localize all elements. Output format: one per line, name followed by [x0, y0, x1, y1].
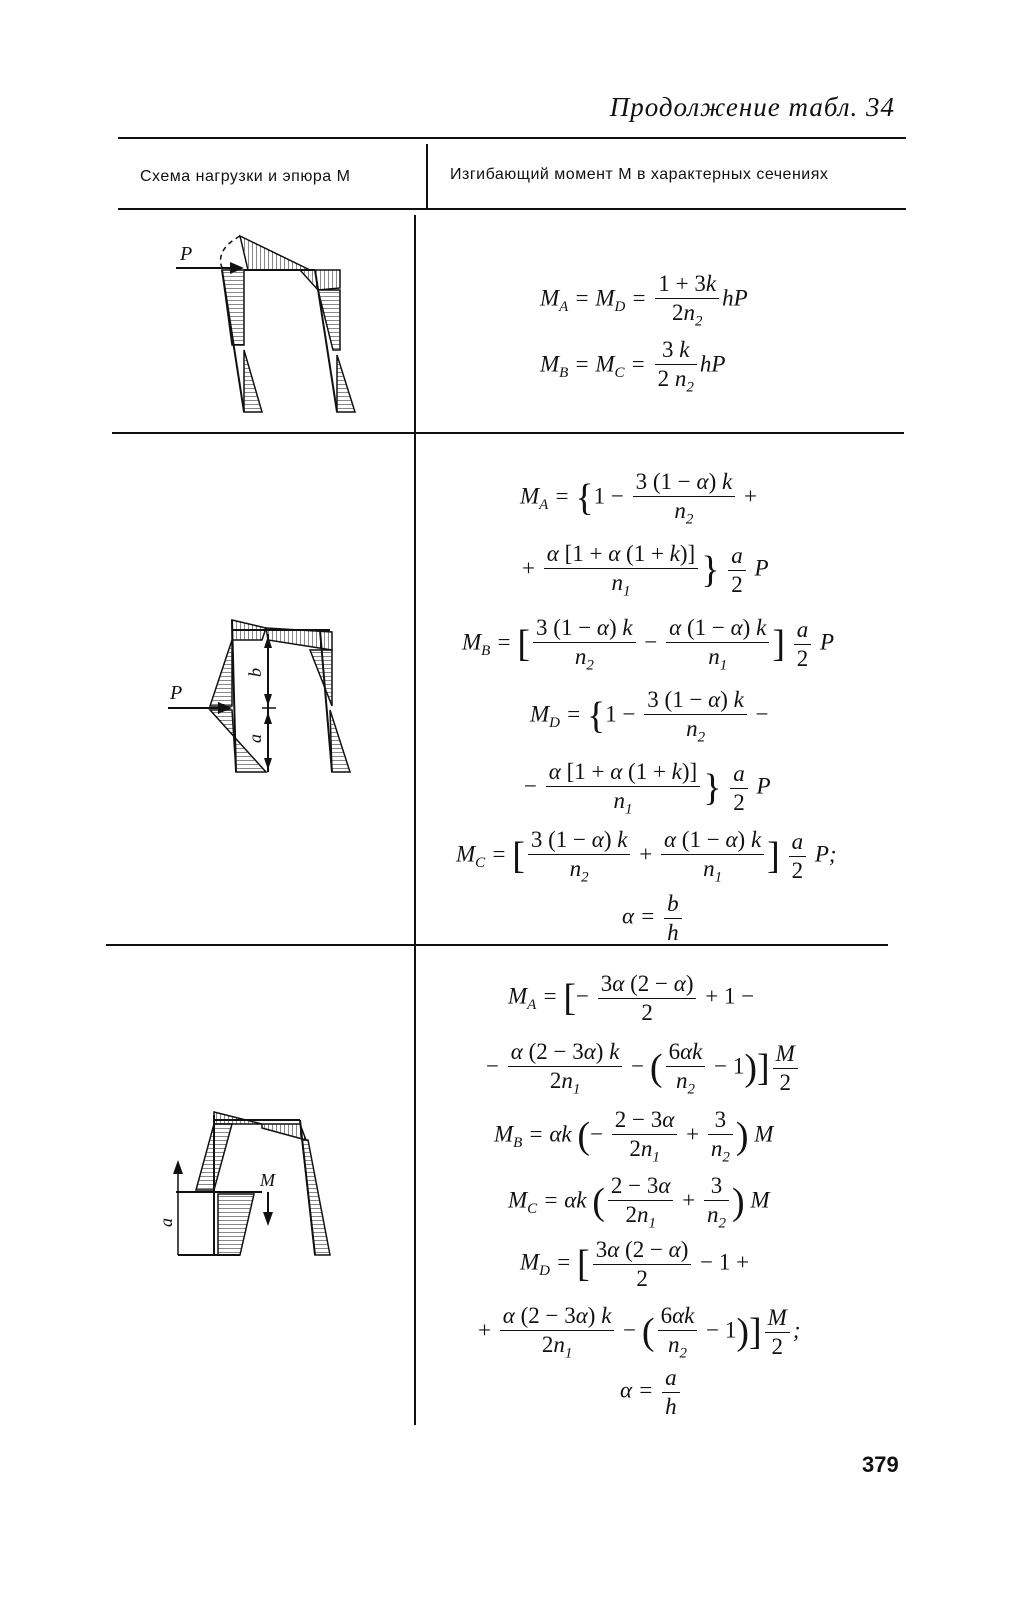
row2-formula-ma-line1: $M_A = \{1$ − $\frac{3 (1 - \alpha) k}{n_2}$ + — [520, 469, 757, 528]
row2-formula-alpha: α = $\frac{b}{h}$ — [622, 890, 685, 946]
row3-moment-label: M — [260, 1170, 275, 1190]
row2-formula-mb: $M_B$ = [ $\frac{3 (1 - \alpha) k}{n_2}$ − $\frac{\alpha (1 - \alpha) k}{n_1}$ ] $\frac{a}{2}$ P — [462, 615, 835, 674]
row2-formula-md-line2: − $\frac{\alpha [1 + \alpha (1 + k)]}{n_1}$ } $\frac{a}{2}$ P — [524, 759, 771, 818]
row2-dim-a-label: a — [245, 734, 265, 743]
row1-formula-ma-md: $M_A = M_D$ = $\frac{1 + 3k}{2n_2}$ hP — [540, 271, 748, 330]
page-number: 379 — [862, 1452, 899, 1477]
row2-dim-b-label: b — [245, 668, 265, 677]
row2-formula-ma-line2: + $\frac{\alpha [1 + \alpha (1 + k)]}{n_1}$ } $\frac{a}{2}$ P — [522, 541, 769, 600]
row2-formula-md-line1: $M_D = \{1$ − $\frac{3 (1 - \alpha) k}{n_2}$ − — [530, 687, 769, 746]
row2-formula-mc: $M_C$ = [ $\frac{3 (1 - \alpha) k}{n_2}$ + $\frac{\alpha (1 - \alpha) k}{n_1}$ ] $\frac{a}{2}$ P; — [456, 827, 837, 886]
row3-formula-ma-line1: $M_A$ = [− $\frac{3\alpha (2 - \alpha)}{2}$ + 1 − — [508, 971, 755, 1025]
row1-load-label: P — [180, 243, 193, 265]
row3-formula-md-line2: + $\frac{\alpha (2 - 3\alpha) k}{2n_1}$ − ( $\frac{6\alpha k}{n_2}$ − 1)] $\frac{M}{2}$ ; — [478, 1303, 801, 1362]
row3-formula-ma-line2: − $\frac{\alpha (2 - 3\alpha) k}{2n_1}$ − ( $\frac{6\alpha k}{n_2}$ − 1)] $\frac{M}{2}$ — [486, 1038, 801, 1098]
row3-dim-a-label: a — [156, 1218, 176, 1227]
row3-formula-mb: $M_B = \alpha k$ (− $\frac{2 - 3\alpha}{2n_1}$ + $\frac{3}{n_2}$ ) M — [494, 1107, 774, 1166]
row3-formula-md-line1: $M_D$ = [ $\frac{3\alpha (2 - \alpha)}{2}$ − 1 + — [520, 1237, 750, 1291]
row2-load-label: P — [170, 682, 183, 704]
row3-formula-mc: $M_C = \alpha k$ ( $\frac{2 - 3\alpha}{2n_1}$ + $\frac{3}{n_2}$ ) M — [508, 1173, 770, 1232]
row3-formula-alpha: α = $\frac{a}{h}$ — [620, 1364, 683, 1420]
column-header-moment: Изгибающий момент M в характерных сечениях — [450, 166, 829, 183]
column-header-scheme: Схема нагрузки и эпюра M — [140, 168, 351, 185]
table-continuation-title: Продолжение табл. 34 — [609, 92, 895, 122]
row1-formula-mb-mc: $M_B = M_C$ = $\frac{3 k}{2 n_2}$ hP — [540, 337, 726, 396]
